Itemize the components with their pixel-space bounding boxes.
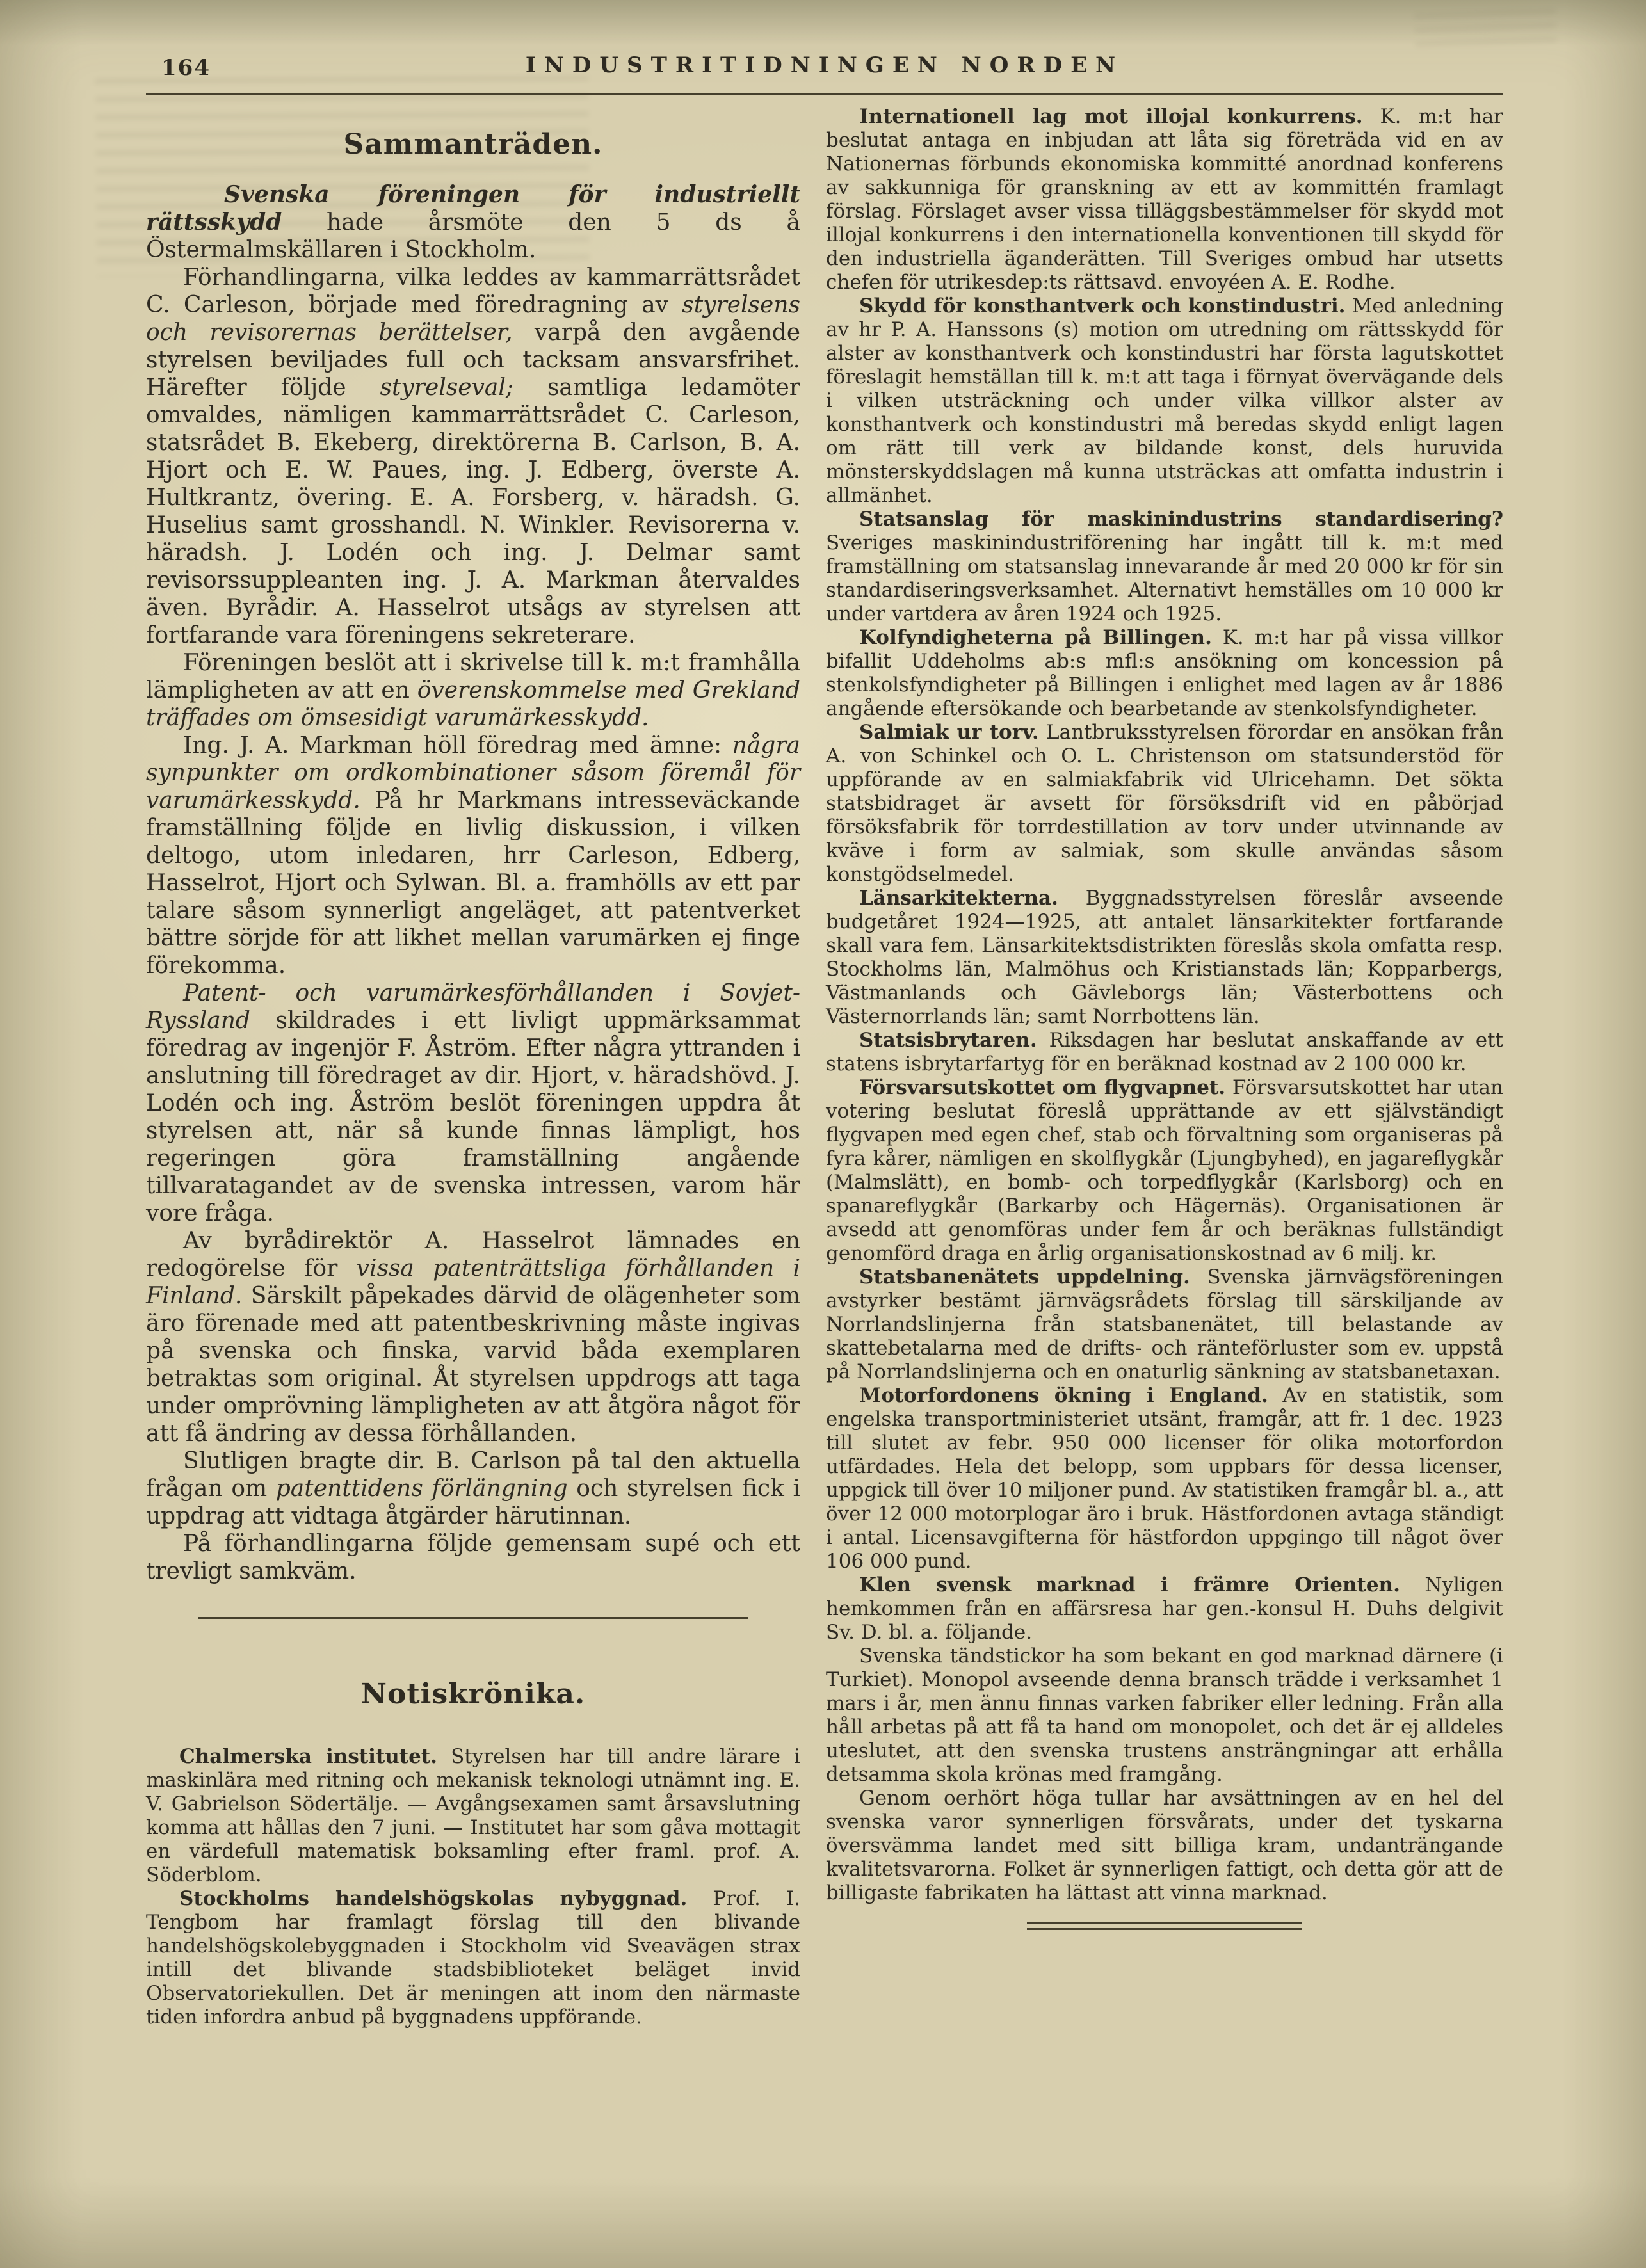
text-run: På förhandlingarna följde gemensam supé och ett trevligt samkväm.	[146, 1531, 800, 1584]
journal-title: INDUSTRITIDNINGEN NORDEN	[525, 52, 1124, 78]
text-run: och styrelsen fick i uppdrag att vidtaga åtgärder härutinnan.	[146, 1476, 800, 1529]
text-run: vissa patenträttsliga förhållanden i Finland.	[146, 1255, 800, 1309]
paragraph	[826, 1645, 1503, 1787]
columns	[146, 105, 1503, 2029]
paragraph-lead-in: Internationell lag mot illojal konkurrens.	[859, 105, 1363, 128]
text-run: samtliga ledamöter omvaldes, nämligen kammarrättsrådet C. Carleson, statsrådet B. Ekeberg, direktörerna B. Carlson, B. A. Hjort och E. W. Paues, ing. J. Edberg, överste A. Hultkrantz, övering. E. A. Forsberg, v. häradsh. G. Huselius samt grosshandl. N. Winkler. Revisorerna v. häradsh. J. Lodén och ing. J. Delmar samt revisorssuppleanten ing. J. A. Markman återvaldes även. Byrådir. A. Hasselrot utsågs av styrelsen att fortfarande vara föreningens sekreterare.	[146, 374, 800, 648]
paragraph	[826, 1573, 1503, 1645]
chronicle-section-heading: Notiskrönika.	[360, 1678, 586, 1710]
paragraph-lead-in: Statsisbrytaren.	[859, 1029, 1037, 1052]
text-run: skildrades i ett livligt uppmärksammat föredrag av ingenjör F. Åström. Efter några yttranden i anslutning till föredraget av dir. Hjort, v. häradshövd. J. Lodén och ing. Åström beslöt föreningen uppdra åt styrelsen att, när så kunde finnas lämpligt, hos regeringen göra framställning angående tillvaratagandet av de svenska intressen, varom här vore fråga.	[146, 1008, 800, 1226]
text-run: Svenska järnvägsföreningen avstyrker bestämt järnvägsrådets förslag till särskiljande av Norrlandslinjerna från statsbanenätet, till belastande av skattebetalarna med de drifts- och ränteförluster som ev. uppstå på Norrlandslinjerna och en onaturlig sänkning av statsbanetaxan.	[826, 1266, 1503, 1383]
text-run: Ing. J. A. Markman höll föredrag med ämne:	[183, 732, 732, 759]
paragraph	[826, 1787, 1503, 1905]
chronicle-section-body	[146, 1745, 800, 2029]
right-column	[826, 105, 1503, 1930]
paragraph-lead-in: Länsarkitekterna.	[859, 887, 1058, 910]
text-run: Prof. I. Tengbom har framlagt förslag till den blivande handelshögskolebyggnaden i Stockholm vid Sveavägen strax intill det blivande stadsbiblioteket beläget invid Observatoriekullen. Det är meningen att inom den närmaste tiden infordra anbud på byggnadens uppförande.	[146, 1887, 801, 2029]
paragraph-lead-in: Statsbanenätets uppdelning.	[859, 1266, 1190, 1289]
header-rule	[146, 93, 1503, 95]
left-column	[146, 105, 800, 2029]
paragraph-lead-in: Försvarsutskottet om flygvapnet.	[859, 1076, 1226, 1099]
text-run: styrelsens och revisorernas berättelser,	[146, 292, 800, 346]
text-run: Nyligen hemkommen från en affärsresa har gen.-konsul H. Duhs delgivit Sv. D. bl. a. följande.	[826, 1573, 1503, 1644]
paragraph-lead-in: Svenska föreningen för industriellt rättsskydd	[146, 181, 800, 236]
text-run: Av en statistik, som engelska transportministeriet utsänt, framgår, att fr. 1 dec. 1923 till slutet av febr. 950 000 licenser för olika motorfordon utfärdades. Hela det belopp, som uppbars för dessa licenser, uppgick till över 10 miljoner pund. Av statistiken framgår bl. a., att över 12 000 motorplogar äro i bruk. Hästfordonen avtaga ständigt i antal. Licensavgifterna för hästfordon uppgingo till något över 106 000 pund.	[826, 1384, 1504, 1573]
text-run: K. m:t har beslutat antaga en inbjudan att låta sig företräda vid en av Nationernas förbunds ekonomiska kommitté anordnad konferens av sakkunniga för granskning av ett av kommittén framlagt förslag. Förslaget avser vissa tilläggsbestämmelser för skydd mot illojal konkurrens i den internationella konventionen till skydd för den industriella äganderätten. Till Sveriges ombud har utsetts chefen för utrikesdep:ts rättsavd. envoyéen A. E. Rodhe.	[826, 105, 1503, 294]
text-run: några synpunkter om ordkombinationer såsom föremål för varumärkesskydd.	[146, 732, 800, 814]
page-number: 164	[161, 55, 211, 81]
text-run: Föreningen beslöt att i skrivelse till k. m:t framhålla lämpligheten av att en	[146, 650, 800, 704]
paragraph-lead-in: Klen svensk marknad i främre Orienten.	[859, 1573, 1400, 1596]
paragraph-lead-in: Statsanslag för maskinindustrins standardisering?	[859, 508, 1503, 531]
paragraph	[826, 1266, 1503, 1384]
text-run: Försvarsutskottet har utan votering beslutat föreslå upprättande av ett självständigt flygvapen med egen chef, stab och förvaltning som organiseras på fyra kårer, nämligen en skolflygkår (Ljungbyhed), en jagareflygkår (Malmslätt), en bomb- och torpedflygkår (Karlsborg) och en spanareflygkår (Barkarby och Hägernäs). Organisationen är avsedd att genomföras under fem år och beräknas fullständigt genomförd draga en årlig organisationskostnad av 6 milj. kr.	[826, 1076, 1504, 1265]
page-content	[146, 52, 1503, 2029]
paragraph-lead-in: Kolfyndigheterna på Billingen.	[859, 626, 1212, 649]
text-run: Med anledning av hr P. A. Hanssons (s) motion om utredning om rättsskydd för alster av konsthantverk och konstindustri har första lagutskottet föreslagit hemställan till k. m:t att taga i förnyat övervägande dels i vilken utsträckning och under vilka villkor alster av konsthantverk och konstindustri må beredas skydd enligt lagen om rätt till verk av bildande konst, dels huruvida mönsterskyddslagen må kunna utsträckas att omfatta industrin i allmänhet.	[826, 294, 1503, 507]
paragraph	[826, 887, 1503, 1029]
text-run: Byggnadsstyrelsen föreslår avseende budgetåret 1924—1925, att antalet länsarkitekter fortfarande skall vara fem. Länsarkitektsdistrikten föreslås skola omfatta resp. Stockholms län, Malmöhus och Kristianstads län; Kopparbergs, Västmanlands och Gävleborgs län; Västerbottens och Västernorrlands län; samt Norrbottens län.	[826, 887, 1503, 1028]
text-run: Styrelsen har till andre lärare i maskinlära med ritning och mekanisk teknologi utnämnt ing. E. V. Gabrielson Södertälje. — Avgångsexamen samt årsavslutning komma att hållas den 7 juni. — Institutet har som gåva mottagit en värdefull matematisk boksamling efter framl. prof. A. Söderblom.	[146, 1745, 800, 1886]
paragraph	[146, 1227, 800, 1447]
text-run: Svenska tändstickor ha som bekant en god marknad därnere (i Turkiet). Monopol avseende denna bransch trädde i verksamhet 1 mars i år, men ännu finnas varken fabriker eller ledning. Från alla håll arbetas på att få ta hand om monopolet, och det är ej alldeles uteslutet, att den svenska trustens ansträngningar att erhålla detsamma skola krönas med framgång.	[826, 1645, 1503, 1786]
text-run: varpå den avgående styrelsen beviljades full och tacksam ansvarsfrihet. Härefter följde	[146, 319, 800, 401]
paragraph	[146, 649, 800, 732]
paragraph	[826, 1029, 1503, 1076]
paragraph	[146, 1530, 800, 1585]
text-run: patenttidens förlängning	[275, 1476, 568, 1502]
text-run: Förhandlingarna, vilka leddes av kammarrättsrådet C. Carleson, började med föredragning av	[146, 264, 800, 318]
paragraph-lead-in: Chalmerska institutet.	[179, 1745, 437, 1768]
text-run: Särskilt påpekades därvid de olägenheter som äro förenade med att patentbeskrivning måste ingivas på svenska och finska, varvid båda exemplaren betraktas som original. Åt styrelsen uppdrogs att taga under omprövning lämpligheten av att åtgöra något för att få ändring av dessa förhållanden.	[146, 1283, 800, 1447]
text-run: Lantbruksstyrelsen förordar en ansökan från A. von Schinkel och O. L. Christenson om statsunderstöd för uppförande av en salmiakfabrik vid Ulricehamn. Det sökta statsbidraget är avsett för försöksdrift vid en påbörjad försöksfabrik för torrdestillation av torv under utvinnande av kväve i form av salmiak, som skulle användas såsom konstgödselmedel.	[826, 721, 1503, 886]
news-briefs	[826, 105, 1503, 1905]
paragraph	[146, 1745, 800, 1887]
paragraph	[826, 508, 1503, 626]
text-run: Av byrådirektör A. Hasselrot lämnades en redogörelse för	[146, 1228, 800, 1282]
paragraph	[826, 626, 1503, 721]
paragraph	[826, 1384, 1503, 1573]
end-of-page-double-rule	[1027, 1922, 1302, 1930]
paragraph	[826, 721, 1503, 887]
meetings-section-heading: Sammanträden.	[343, 128, 603, 161]
text-run: K. m:t har på vissa villkor bifallit Uddeholms ab:s mfl:s ansökning om koncession på stenkolsfyndigheter på Billingen i enlighet med lagen av år 1886 angående eftersökande och bearbetande av stenkolsfyndigheter.	[826, 626, 1504, 720]
paragraph	[826, 294, 1503, 508]
paragraph-lead-in: Skydd för konsthantverk och konstindustri.	[859, 294, 1346, 318]
text-run: Sveriges maskinindustriförening har ingått till k. m:t med framställning om statsanslag innevarande år med 20 000 kr för sin standardiseringsverksamhet. Alternativt hemställes om 10 000 kr under vartdera av åren 1924 och 1925.	[826, 531, 1503, 625]
paragraph-lead-in: Motorfordonens ökning i England.	[859, 1384, 1268, 1407]
text-run: Genom oerhört höga tullar har avsättningen av en hel del svenska varor synnerligen försvårats, under det tyskarna översvämma landet med sitt billiga kram, undanträngande kvalitetsvarorna. Folket är synnerligen fattigt, och detta gör att de billigaste fabrikaten ha lättast att vinna marknad.	[826, 1787, 1503, 1904]
text-run: Patent- och varumärkesförhållanden i Sovjet-Ryssland	[146, 980, 800, 1034]
paragraph	[146, 979, 800, 1227]
paragraph	[146, 264, 800, 649]
text-run: Riksdagen har beslutat anskaffande av ett statens isbrytarfartyg för en beräknad kostnad av 2 100 000 kr.	[826, 1029, 1503, 1075]
meetings-section-body	[146, 181, 800, 1585]
paragraph-lead-in: Salmiak ur torv.	[859, 721, 1039, 744]
section-divider-rule	[198, 1617, 748, 1619]
paragraph	[826, 105, 1503, 294]
paragraph	[146, 732, 800, 979]
text-run: Slutligen bragte dir. B. Carlson på tal den aktuella frågan om	[146, 1448, 800, 1502]
text-run: styrelseval;	[380, 374, 514, 401]
paragraph	[146, 181, 800, 264]
page-header	[146, 52, 1503, 82]
paragraph	[146, 1447, 800, 1530]
text-run: hade årsmöte den 5 ds å Östermalmskällaren i Stockholm.	[146, 209, 800, 263]
paragraph	[826, 1076, 1503, 1266]
bleed-through-artifact	[1414, 9, 1556, 52]
paragraph	[146, 1887, 800, 2029]
text-run: överenskommelse med Grekland träffades om ömsesidigt varumärkesskydd.	[146, 677, 800, 731]
text-run: På hr Markmans intresseväckande framställning följde en livlig diskussion, i vilken deltogo, utom inledaren, hrr Carleson, Edberg, Hasselrot, Hjort och Sylwan. Bl. a. framhölls av ett par talare såsom synnerligt angeläget, att patentverket bättre sörjde för att likhet mellan varumärken ej finge förekomma.	[146, 787, 800, 979]
paragraph-lead-in: Stockholms handelshögskolas nybyggnad.	[179, 1887, 688, 1910]
